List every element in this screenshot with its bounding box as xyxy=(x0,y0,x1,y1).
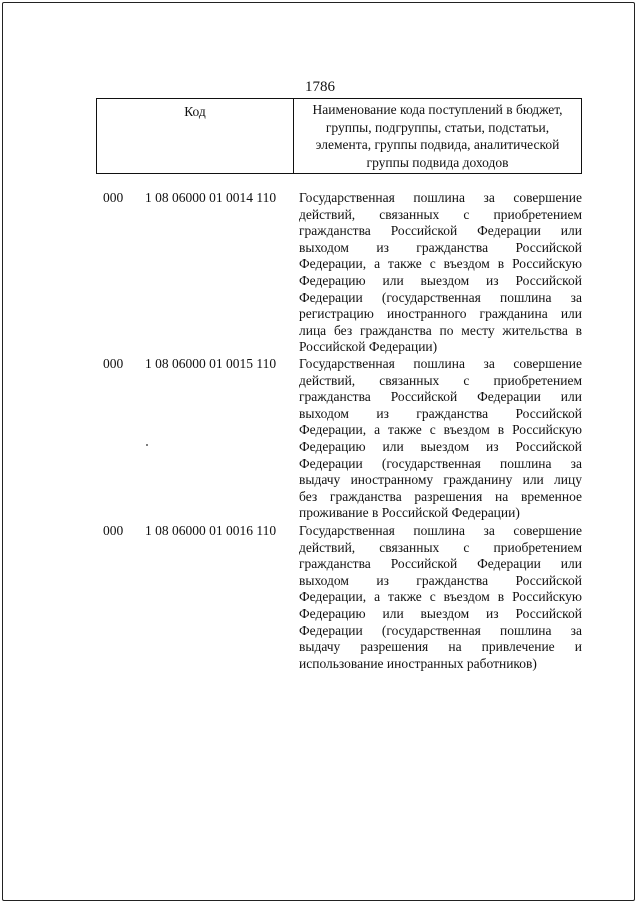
description-line: Государственная пошлина за совершение xyxy=(299,523,582,538)
description-line: лица без гражданства по месту жительства в xyxy=(299,322,582,338)
description-line: Федерации, а также с въездом в Российскую xyxy=(299,422,582,438)
description-line: действий, связанных с приобретением xyxy=(299,539,582,555)
header-name-cell: Наименование кода поступлений в бюджет, группы, подгруппы, статьи, подстатьи, элемента, группы подвида, аналитической группы подвида доходов xyxy=(294,99,582,174)
description-line: Федерацию или выездом из Российской xyxy=(299,605,582,621)
revenue-code: 1 08 06000 01 0016 110 xyxy=(145,523,277,538)
description-line: Государственная пошлина за совершение xyxy=(299,356,582,371)
scan-speck xyxy=(146,444,148,446)
revenue-description xyxy=(299,523,582,672)
description-line: Федерации, а также с въездом в Российскую xyxy=(299,589,582,605)
description-line: Федерации (государственная пошлина за xyxy=(299,455,582,471)
description-line: Федерацию или выездом из Российской xyxy=(299,438,582,454)
description-line: выдачу иностранному гражданину или лицу xyxy=(299,472,582,488)
description-line: Федерацию или выездом из Российской xyxy=(299,272,582,288)
admin-code: 000 xyxy=(103,356,124,371)
revenue-code: 1 08 06000 01 0015 110 xyxy=(145,356,277,371)
description-line: действий, связанных с приобретением xyxy=(299,372,582,388)
revenue-description xyxy=(299,190,582,356)
description-line: Российской Федерации) xyxy=(299,339,438,355)
description-line: Федерации, а также с въездом в Российскую xyxy=(299,256,582,272)
description-line: действий, связанных с приобретением xyxy=(299,206,582,222)
description-line: гражданства Российской Федерации или xyxy=(299,556,582,572)
revenue-code: 1 08 06000 01 0014 110 xyxy=(145,190,277,205)
description-line: выходом из гражданства Российской xyxy=(299,239,582,255)
description-line: выдачу разрешения на привлечение и xyxy=(299,639,582,655)
description-line: выходом из гражданства Российской xyxy=(299,405,582,421)
description-line: Государственная пошлина за совершение xyxy=(299,190,582,205)
admin-code: 000 xyxy=(103,190,124,205)
description-line: гражданства Российской Федерации или xyxy=(299,389,582,405)
description-line: Федерации (государственная пошлина за xyxy=(299,289,582,305)
page-number: 1786 xyxy=(305,79,335,95)
revenue-description xyxy=(299,356,582,522)
description-line: без гражданства разрешения на временное xyxy=(299,488,582,504)
header-table xyxy=(96,98,582,174)
description-line: выходом из гражданства Российской xyxy=(299,572,582,588)
description-line: гражданства Российской Федерации или xyxy=(299,223,582,239)
description-line: проживание в Российской Федерации) xyxy=(299,505,520,521)
description-line: использование иностранных работников) xyxy=(299,655,537,671)
description-line: регистрацию иностранного гражданина или xyxy=(299,306,582,322)
header-code-cell: Код xyxy=(97,99,294,174)
admin-code: 000 xyxy=(103,523,124,538)
description-line: Федерации (государственная пошлина за xyxy=(299,622,582,638)
